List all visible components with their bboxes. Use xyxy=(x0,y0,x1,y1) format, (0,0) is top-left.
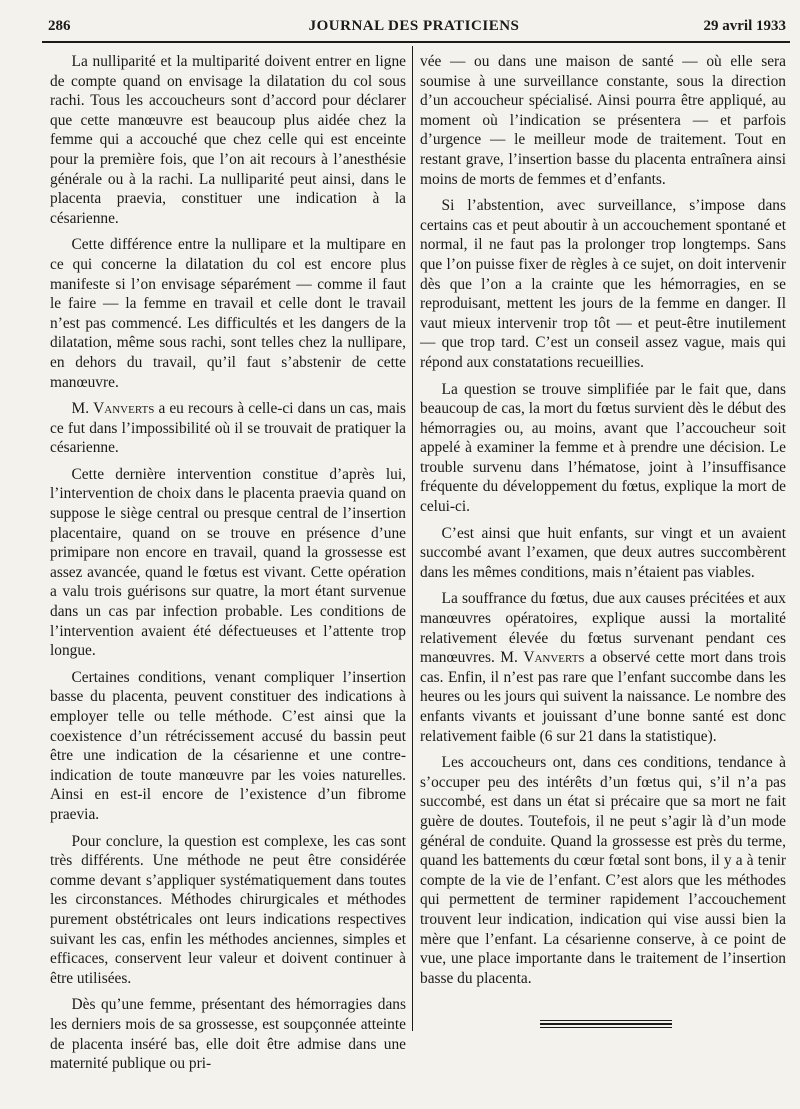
paragraph: C’est ainsi que huit enfants, sur vingt et un avaient succombé avant l’examen, que deux autres succombèrent dans les mêmes conditions, mais n’étaient pas viables. xyxy=(420,524,786,581)
author-name: Vanverts xyxy=(93,400,155,418)
rule-line xyxy=(540,1023,672,1025)
paragraph: Cette dernière intervention constitue d’après lui, l’intervention de choix dans le placenta praevia quand on suppose le siège central ou presque central de l’insertion placentaire, quand on se trouve en présence d’une primipare non encore en travail, quand la grossesse est assez avancée, quand le fœtus est vivant. Cette opération a valu trois guérisons sur quatre, la mort étant survenue dans un cas par infection probable. Les conditions de l’intervention avaient été défectueuses et l’attente trop longue. xyxy=(50,465,406,660)
paragraph: Si l’abstention, avec surveillance, s’impose dans certains cas et peut aboutir à un accouchement spontané et normal, il ne faut pas la prolonger trop longtemps. Sans que l’on puisse fixer de règles à ce sujet, on doit intervenir dès que l’on a la crainte que les hémorragies, en se reproduisant, mettent les jours de la femme en danger. Il vaut mieux intervenir trop tôt — et peut-être inutilement — que trop tard. C’est un conseil assez vague, mais qui répond aux constatations recueillies. xyxy=(420,197,786,371)
paragraph: La nulliparité et la multiparité doivent entrer en ligne de compte quand on envisage la dilatation du col sous rachi. Tous les accoucheurs sont d’accord pour déclarer que cette manœuvre est beaucoup plus aidée chez la femme qui a accouché que chez celle qui est enceinte pour la première fois, que l’on ait recours à l’anesthésie générale ou à la rachi. La nulliparité peut ainsi, dans le placenta praevia, constituer une indication à la césarienne. xyxy=(50,53,406,227)
page-number: 286 xyxy=(48,18,71,34)
left-column xyxy=(50,52,406,1081)
paragraph: vée — ou dans une maison de santé — où elle sera soumise à une surveillance constante, sous la direction d’un accoucheur spécialisé. Ainsi pourra être appliqué, au moment où l’indication se présentera — et parfois d’urgence — le meilleur mode de traitement. Tout en restant grave, l’insertion basse du placenta entraînera ainsi moins de morts de femmes et d’enfants. xyxy=(420,53,786,188)
paragraph: Pour conclure, la question est complexe, les cas sont très différents. Une méthode ne peut être considérée comme devant s’appliquer systématiquement dans toutes les circonstances. Méthodes chirurgicales et méthodes purement obstétricales ont leurs indications respectives suivant les cas, enfin les méthodes anciennes, simples et efficaces, conservent leur valeur et doivent continuer à être utilisées. xyxy=(50,832,406,987)
rule-line xyxy=(540,1020,672,1021)
paragraph xyxy=(50,399,406,458)
column-divider xyxy=(412,46,413,1031)
text-run: La souffrance du fœtus, due aux causes précitées et aux manœuvres opératoires, explique aussi la mortalité relativement élevée du fœtus survenant pendant ces manœuvres. M. xyxy=(420,590,786,667)
paragraph: Dès qu’une femme, présentant des hémorragies dans les derniers mois de sa grossesse, est soupçonnée atteinte de placenta inséré bas, elle doit être admise dans une maternité publique ou pri- xyxy=(50,996,406,1073)
paragraph: Certaines conditions, venant compliquer l’insertion basse du placenta, peuvent constituer des indications à employer telle ou telle méthode. C’est ainsi que la coexistence d’un rétrécissement accusé du bassin peut être une indication de la césarienne et une contre-indication de toute manœuvre par les voies naturelles. Ainsi en est-il encore de l’existence d’un fibrome praevia. xyxy=(50,668,406,823)
paragraph: La question se trouve simplifiée par le fait que, dans beaucoup de cas, la mort du fœtus survient dès le début des hémorragies ou, au moins, avant que l’accoucheur soit appelé à examiner la femme et à prendre une décision. Le trouble survenu dans l’hématose, joint à l’insuffisance fréquente du développement du fœtus, explique la mort de celui-ci. xyxy=(420,380,786,516)
text-run: a observé cette mort dans trois cas. Enfin, il n’est pas rare que l’enfant succombe dans les heures ou les jours qui suivent la naissance. Le nombre des enfants vivants et jouissant d’une bonne santé est donc relativement faible (6 sur 21 dans la statistique). xyxy=(420,649,786,745)
rule-line xyxy=(540,1027,672,1028)
paragraph: Les accoucheurs ont, dans ces conditions, tendance à s’occuper peu des intérêts d’un fœtus qui, s’il n’a pas succombé, est dans un état si précaire que sa mort ne fait guère de doutes. Toutefois, il ne peut s’agir là d’un mode général de conduite. Quand la grossesse est près du terme, quand les battements du cœur fœtal sont bons, il y a à tenir compte de la vie de l’enfant. C’est alors que les méthodes qui permettent de terminer rapidement l’accouchement trouvent leur indication, indication qui vise aussi bien la mère que l’enfant. La césarienne conserve, à ce point de vue, une place importante dans le traitement de l’insertion basse du placenta. xyxy=(420,754,786,987)
text-run: M. xyxy=(71,400,94,418)
end-of-article-rule xyxy=(540,1020,672,1030)
author-name: Vanverts xyxy=(523,649,585,667)
paragraph: Cette différence entre la nullipare et la multipare en ce qui concerne la dilatation du col est encore plus manifeste si l’on envisage séparément — comme il faut le faire — la femme en travail et celle dont le travail n’est pas commencé. Les difficultés et les dangers de la dilatation, même sous rachi, sont telles chez la nullipare, en dehors du travail, qu’il faut s’abstenir de cette manœuvre. xyxy=(50,236,406,391)
issue-date: 29 avril 1933 xyxy=(703,18,786,34)
text-run: a eu recours à celle-ci dans un cas, mais ce fut dans l’impossibilité où il se trouvait de pratiquer la césarienne. xyxy=(50,400,406,457)
page-header xyxy=(42,18,786,40)
right-column xyxy=(420,52,786,995)
paragraph xyxy=(420,589,786,746)
header-rule xyxy=(42,41,790,43)
journal-title: JOURNAL DES PRATICIENS xyxy=(308,18,520,34)
